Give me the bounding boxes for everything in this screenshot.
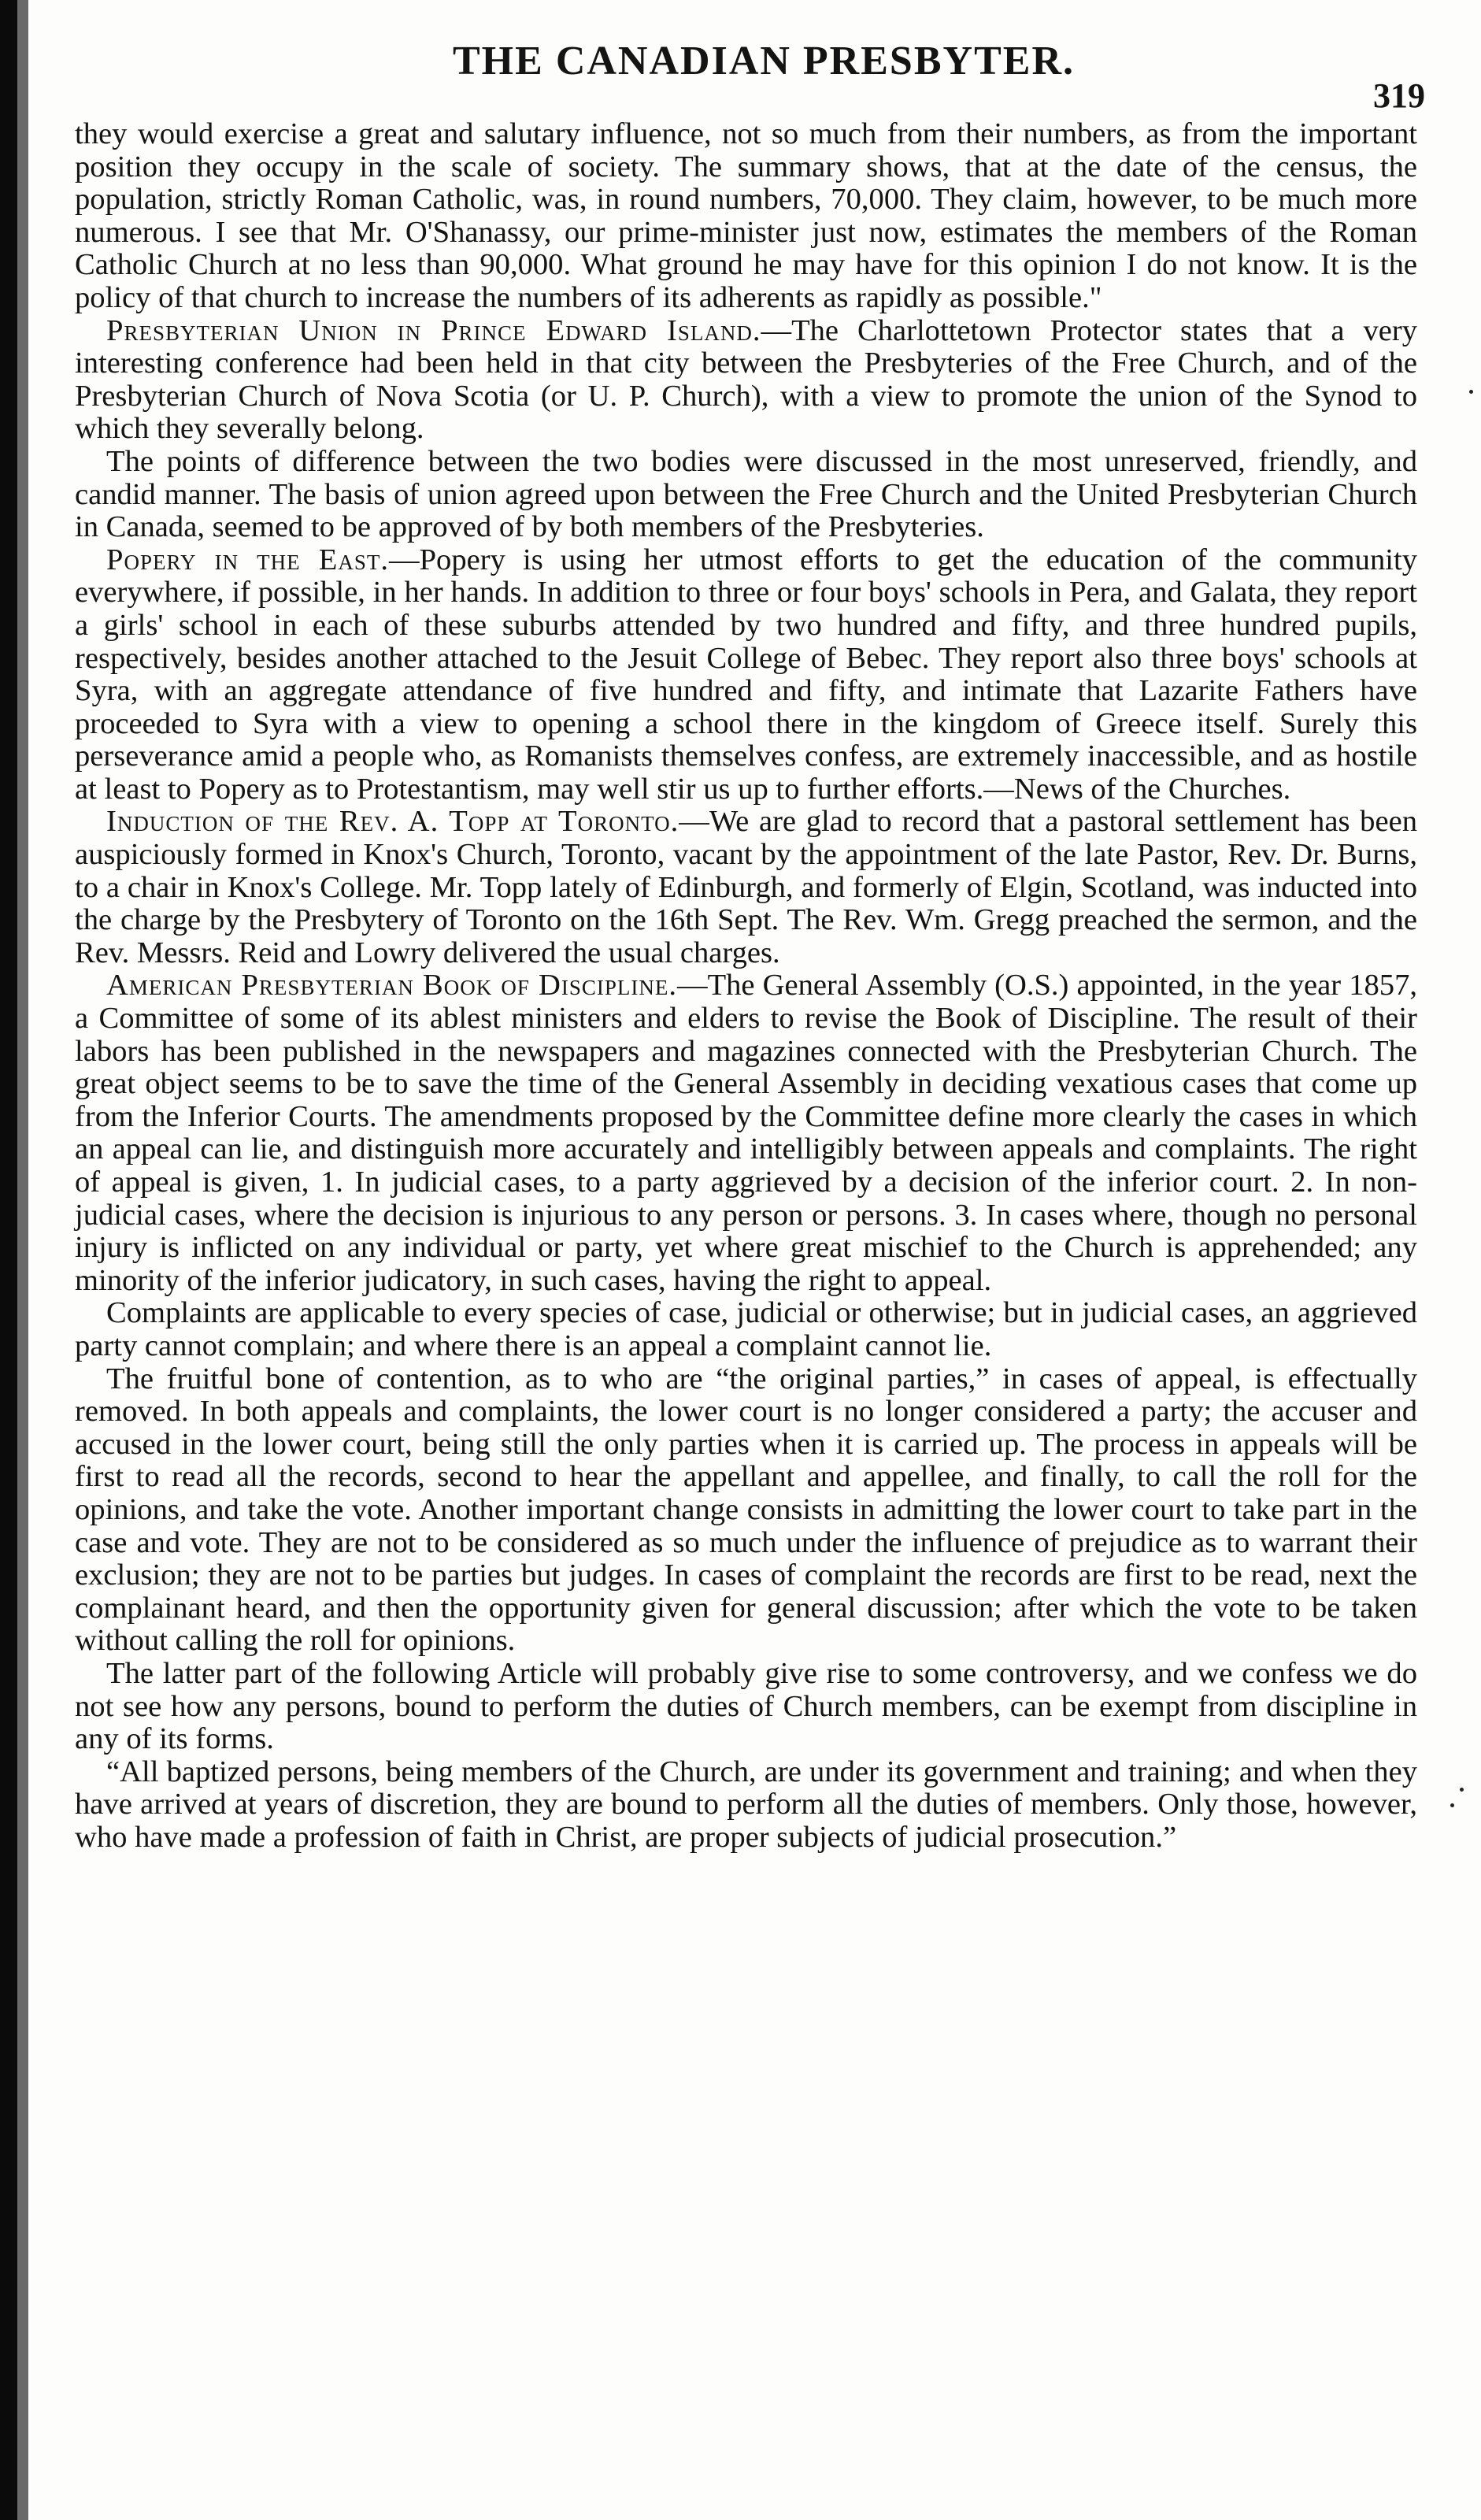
paragraph-points-of-difference — [75, 446, 1417, 544]
paragraph-text: —Popery is using her utmost efforts to get the education of the community everywhere, if possible, in her hands. In addition to three or four boys' schools in Pera, and Galata, they report a girls' school in each of these suburbs attended by two hundred and fifty, and three hundred pupils, respectively, besides another attached to the Jesuit College of Bebec. They report also three boys' schools at Syra, with an aggregate attendance of five hundred and fifty, and intimate that Lazarite Fathers have proceeded to Syra with a view to opening a school there in the kingdom of Greece itself. Surely this perseverance amid a people who, as Romanists themselves confess, are extremely inaccessible, and as hostile at least to Popery as to Protestantism, may well stir us up to further efforts.—News of the Churches. — [75, 543, 1417, 806]
paragraph-text: they would exercise a great and salutary influence, not so much from their numbers, as from the important position they occupy in the scale of society. The summary shows, that at the date of the census, the population, strictly Roman Catholic, was, in round numbers, 70,000. They claim, however, to be much more numerous. I see that Mr. O'Shanassy, our prime-minister just now, estimates the members of the Roman Catholic Church at no less than 90,000. What ground he may have for this opinion I do not know. It is the policy of that church to increase the numbers of its adherents as rapidly as possible." — [75, 117, 1417, 314]
section-heading: Presbyterian Union in Prince Edward Island. — [106, 313, 761, 347]
paragraph-text: —The Charlottetown Protector states that a very interesting conference had been held in that city between the Presbyteries of the Free Church, and of the Presbyterian Church of Nova Scotia (or U. P. Church), with a view to promote the union of the Synod to which they severally belong. — [75, 313, 1417, 446]
section-heading: Popery in the East. — [106, 543, 389, 576]
binding-shadow — [17, 0, 28, 2520]
paragraph-text: —The General Assembly (O.S.) appointed, in the year 1857, a Committee of some of its ablest ministers and elders to revise the Book of Discipline. The result of their labors has been published in the newspapers and magazines connected with the Presbyterian Church. The great object seems to be to save the time of the General Assembly in deciding vexatious cases that come up from the Inferior Courts. The amendments proposed by the Committee define more clearly the cases in which an appeal can lie, and distinguish more accurately and intelligibly between appeals and complaints. The right of appeal is given, 1. In judicial cases, to a party aggrieved by a decision of the inferior court. 2. In non-judicial cases, where the decision is injurious to any person or persons. 3. In cases where, though no personal injury is inflicted on any individual or party, yet where great mischief to the Church is apprehended; any minority of the inferior judicatory, in such cases, having the right to appeal. — [75, 969, 1417, 1297]
article-body — [75, 118, 1417, 1854]
binding-edge — [0, 0, 17, 2520]
running-title: THE CANADIAN PRESBYTER. — [453, 39, 1075, 83]
paragraph-baptized-persons-quote — [75, 1756, 1417, 1855]
section-heading: American Presbyterian Book of Discipline. — [106, 969, 677, 1002]
speck — [1450, 1803, 1454, 1807]
paragraph-text: The latter part of the following Article will probably give rise to some controversy, and we confess we do not see how any persons, bound to perform the duties of Church members, can be exempt from discipline in any of its forms. — [75, 1656, 1417, 1756]
page-header — [71, 38, 1425, 115]
paragraph-pei-union — [75, 315, 1417, 446]
paragraph-catholic-census — [75, 118, 1417, 315]
paragraph-popery-east — [75, 544, 1417, 806]
page-number: 319 — [1373, 76, 1425, 115]
paragraph-text: —We are glad to record that a pastoral settlement has been auspiciously formed in Knox's Church, Toronto, vacant by the appointment of the late Pastor, Rev. Dr. Burns, to a chair in Knox's College. Mr. Topp lately of Edinburgh, and formerly of Elgin, Scotland, was inducted into the charge by the Presbytery of Toronto on the 16th Sept. The Rev. Wm. Gregg preached the sermon, and the Rev. Messrs. Reid and Lowry delivered the usual charges. — [75, 805, 1417, 969]
paragraph-text: The fruitful bone of contention, as to who are “the original parties,” in cases of appeal, is effectually removed. In both appeals and complaints, the lower court is no longer considered a party; the accuser and accused in the lower court, being still the only parties when it is carried up. The process in appeals will be first to read all the records, second to hear the appellant and appellee, and finally, to call the roll for the opinions, and take the vote. Another important change consists in admitting the lower court to take part in the case and vote. They are not to be considered as so much under the influence of prejudice as to warrant their exclusion; they are not to be parties but judges. In cases of complaint the records are first to be read, next the complainant heard, and then the opportunity given for general discussion; after which the vote to be taken without calling the roll for opinions. — [75, 1362, 1417, 1658]
paragraph-topp-induction — [75, 806, 1417, 969]
paragraph-text: “All baptized persons, being members of the Church, are under its government and training; and when they have arrived at years of discretion, they are bound to perform all the duties of members. Only those, however, who have made a profession of faith in Christ, are proper subjects of judicial prosecution.” — [75, 1755, 1417, 1854]
speck — [1469, 390, 1473, 394]
paragraph-complaints — [75, 1297, 1417, 1362]
paragraph-book-of-discipline — [75, 969, 1417, 1297]
paragraph-text: Complaints are applicable to every species of case, judicial or otherwise; but in judicial cases, an aggrieved party cannot complain; and where there is an appeal a complaint cannot lie. — [75, 1296, 1417, 1362]
paragraph-article-controversy — [75, 1658, 1417, 1756]
paragraph-original-parties — [75, 1363, 1417, 1658]
section-heading: Induction of the Rev. A. Topp at Toronto. — [106, 805, 679, 839]
page-edge-specks — [1442, 0, 1473, 2520]
paragraph-text: The points of difference between the two bodies were discussed in the most unreserved, friendly, and candid manner. The basis of union agreed upon between the Free Church and the United Presbyterian Church in Canada, seemed to be approved of by both members of the Presbyteries. — [75, 444, 1417, 544]
speck — [1460, 1788, 1464, 1792]
